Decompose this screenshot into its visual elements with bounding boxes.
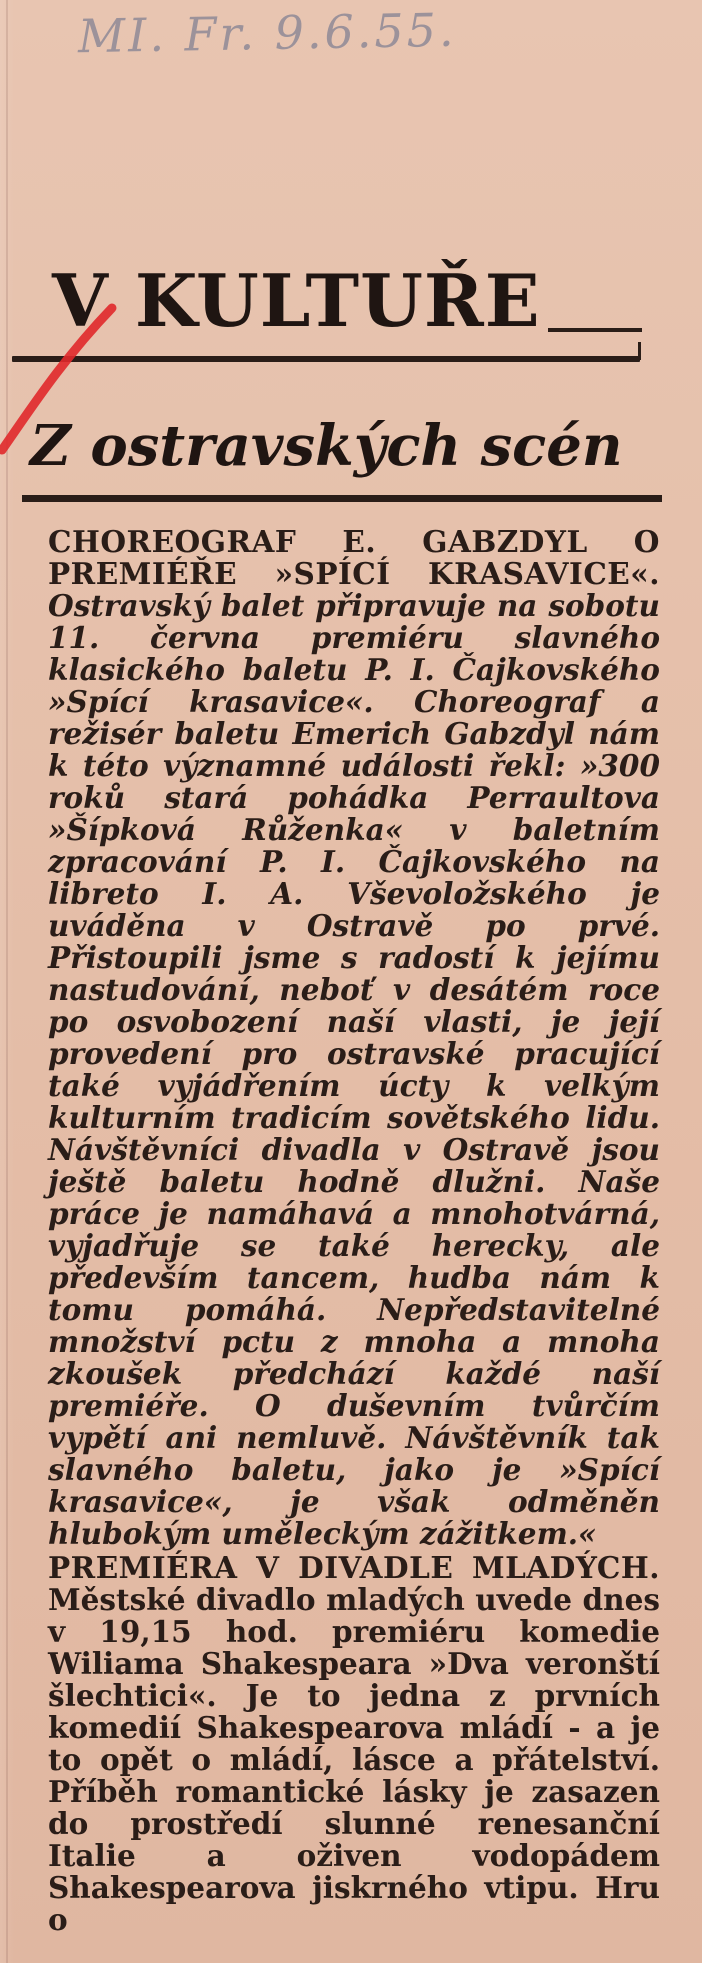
paragraph-text: Městské divadlo mladých uvede dnes v 19,15 hod. premiéru komedie Wiliama Shakespeara »Dva veronští šlechtici«. Je to jedna z prvních komedií Shakespearova mládí - a je to opět o mládí, lásce a přátelství. Příběh romantické lásky je zasazen do prostředí slunné renesanční Italie a oživen vodopádem Shakespearova jiskrného vtipu. Hru o: [48, 1582, 660, 1937]
article-body: [48, 526, 660, 1936]
paragraph-lead: CHOREOGRAF E. GABZDYL O PREMIÉŘE »SPÍCÍ KRASAVICE«.: [48, 524, 660, 591]
article-headline: Z ostravských scén: [30, 413, 623, 479]
article-paragraph: [48, 1552, 660, 1936]
paragraph-text: Ostravský balet připravuje na sobotu 11. června premiéru slavného klasického baletu P. I. Čajkovského »Spící krasavice«. Choreograf a režisér baletu Emerich Gabzdyl nám k této významné události řekl: »300 roků stará pohádka Perraultova »Šípková Růženka« v baletním zpracování P. I. Čajkovského na libreto I. A. Vševoložského je uváděna v Ostravě po prvé. Přistoupili jsme s radostí k jejímu nastudování, neboť v desátém roce po osvobození naší vlasti, je její provedení pro ostravské pracující také vyjádřením úcty k velkým kulturním tradicím sovětského lidu. Návštěvníci divadla v Ostravě jsou ještě baletu hodně dlužni. Naše práce je namáhavá a mnohotvárná, vyjadřuje se také herecky, ale především tancem, hudba nám k tomu pomáhá. Nepředstavitelné množství pctu z mnoha a mnoha zkoušek předchází každé naší premiéře. O duševním tvůrčím vypětí ani nemluvě. Návštěvník tak slavného baletu, jako je »Spící krasavice«, je však odměněn hlubokým uměleckým zážitkem.«: [48, 588, 660, 1551]
clipping-edge: [6, 0, 8, 1963]
paragraph-lead: PREMIÉRA V DIVADLE MLADÝCH.: [48, 1550, 660, 1585]
title-decoration-line: [548, 328, 642, 332]
section-title: V KULTUŘE: [52, 258, 541, 343]
headline-rule: [22, 495, 662, 502]
handwritten-archive-note: MI. Fr. 9.6.55.: [77, 2, 457, 64]
article-paragraph: [48, 526, 660, 1550]
